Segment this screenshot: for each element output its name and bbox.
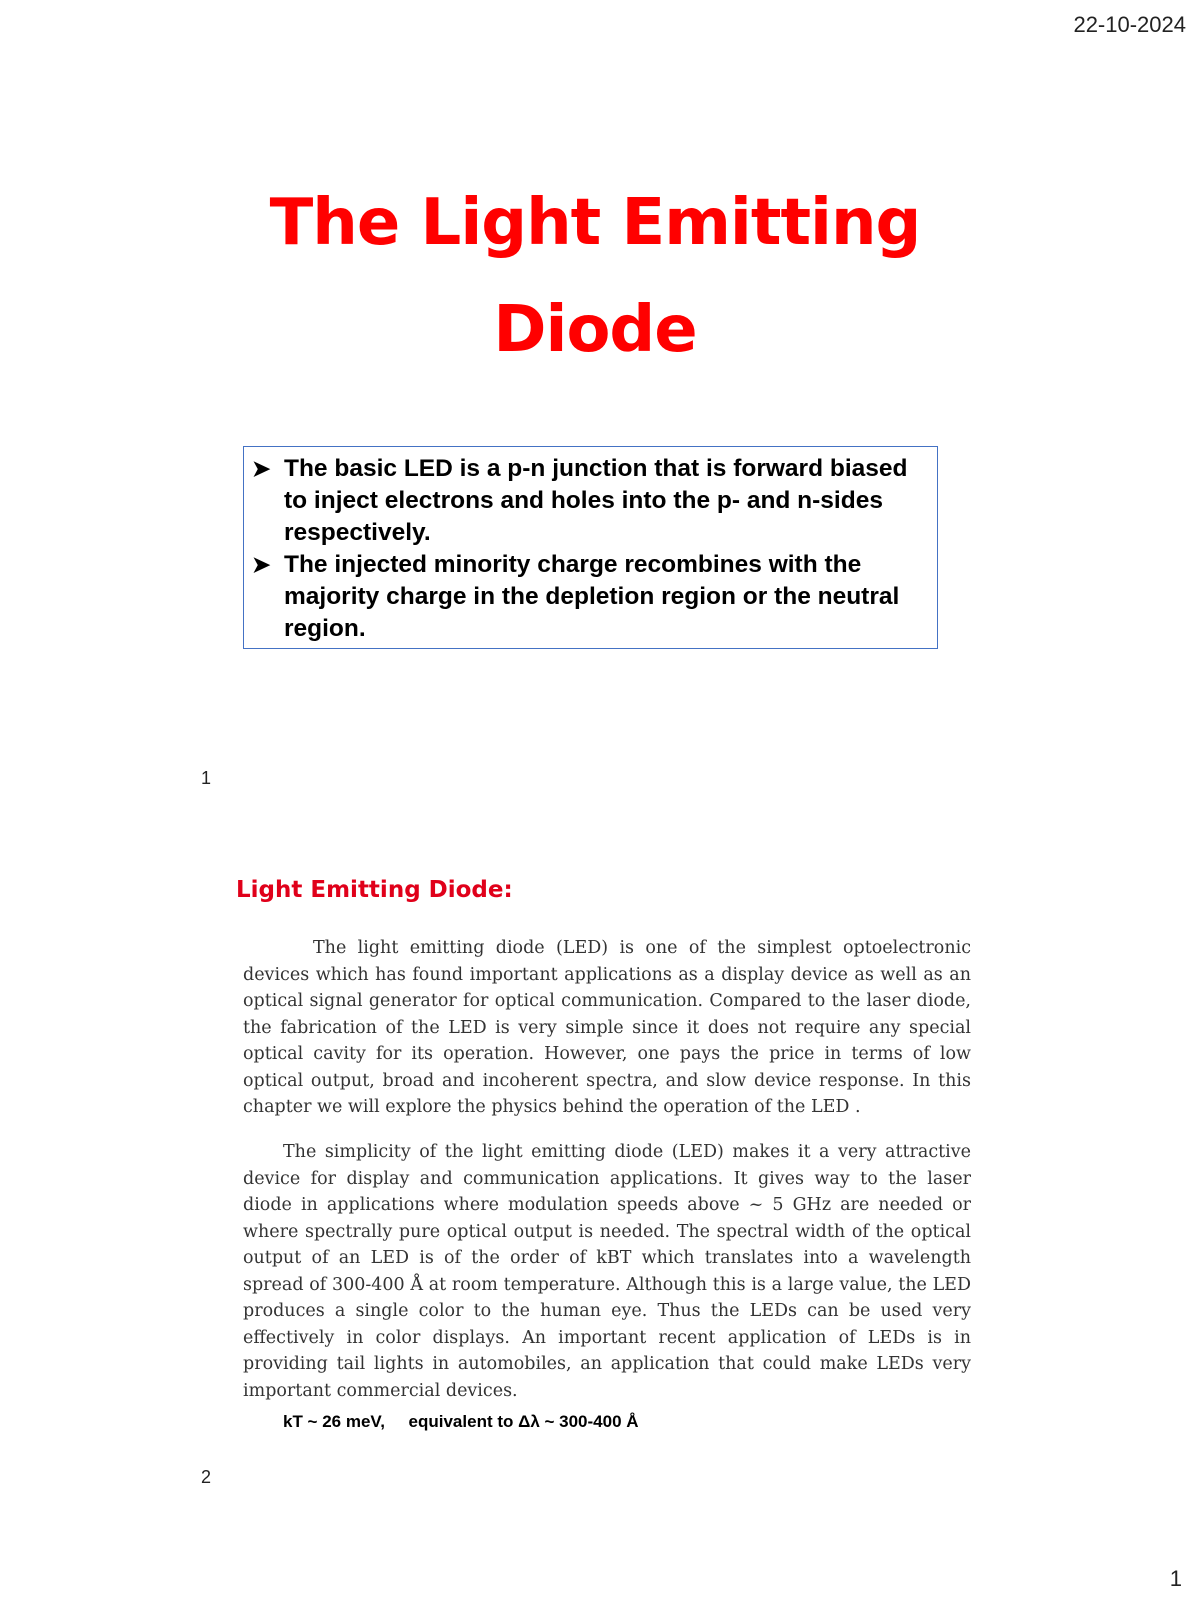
footer-page-number: 1 bbox=[1169, 1566, 1182, 1591]
header-date: 22-10-2024 bbox=[1073, 12, 1186, 37]
slide-1-page-number: 1 bbox=[201, 768, 212, 788]
slide-title-line-1: The Light Emitting bbox=[269, 186, 921, 260]
body-paragraph-2: The simplicity of the light emitting diode (LED) makes it a very attractive device for display and communication applications. It gives way to the laser diode in applications where modulation speeds above ~ 5 GHz are needed or where spectrally pure optical output is needed. The spectral width of the optical output of an LED is of the order of kBT which translates into a wavelength spread of 300-400 Å at room temperature. Although this is a large value, the LED produces a single color to the human eye. Thus the LEDs can be used very effectively in color displays. An important recent application of LEDs is in providing tail lights in automobiles, an application that could make LEDs very important commercial devices. bbox=[243, 1142, 971, 1401]
slide-title-line-2: Diode bbox=[493, 293, 697, 367]
arrowhead-bullet-icon: ➤ bbox=[252, 456, 271, 481]
bullet-item bbox=[252, 549, 929, 645]
body-paragraph-1: The light emitting diode (LED) is one of the simplest optoelectronic devices which has found important applications as a display device as well as an optical signal generator for optical communication. Compared to the laser diode, the fabrication of the LED is very simple since it does not require any special optical cavity for its operation. However, one pays the price in terms of low optical output, broad and incoherent spectra, and slow device response. In this chapter we will explore the physics behind the operation of the LED . bbox=[243, 938, 971, 1117]
slide-title bbox=[200, 170, 990, 384]
arrowhead-bullet-icon: ➤ bbox=[252, 552, 271, 577]
bullet-text: The injected minority charge recombines with the majority charge in the depletion region or the neutral region. bbox=[284, 551, 900, 642]
bullet-box bbox=[243, 446, 938, 649]
bullet-list bbox=[252, 453, 929, 645]
slide-2-page-number: 2 bbox=[201, 1467, 212, 1487]
section-heading: Light Emitting Diode: bbox=[236, 877, 513, 903]
bullet-text: The basic LED is a p-n junction that is forward biased to inject electrons and holes into the p- and n-sides respectively. bbox=[284, 455, 908, 546]
formula-line: kT ~ 26 meV, equivalent to Δλ ~ 300-400 Å bbox=[283, 1412, 639, 1431]
bullet-item bbox=[252, 453, 929, 549]
